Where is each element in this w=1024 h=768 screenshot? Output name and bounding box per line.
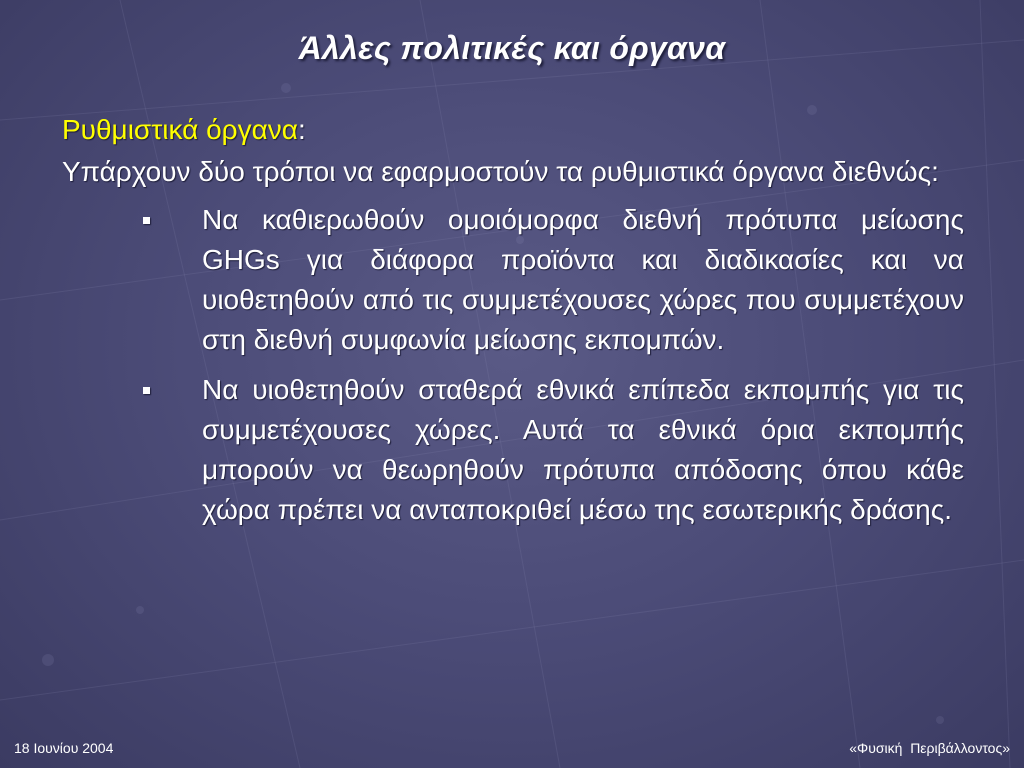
- slide-title: Άλλες πολιτικές και όργανα: [298, 30, 726, 66]
- square-bullet-icon: [143, 217, 150, 224]
- square-bullet-icon: [143, 387, 150, 394]
- intro-paragraph: Υπάρχουν δύο τρόποι να εφαρμοστούν τα ρυθμιστικά όργανα διεθνώς:: [62, 156, 939, 187]
- section-heading-text: Ρυθμιστικά όργανα: [62, 114, 298, 145]
- bullet-text: Να καθιερωθούν ομοιόμορφα διεθνή πρότυπα μείωσης GHGs για διάφορα προϊόντα και διαδικασίες και να υιοθετηθούν από τις συμμετέχουσες χώρες που συμμετέχουν στη διεθνή συμφωνία μείωσης εκπομπών.: [202, 204, 964, 355]
- footer-date: 18 Ιουνίου 2004: [14, 740, 114, 756]
- footer-course: «Φυσική Περιβάλλοντος»: [849, 740, 1010, 756]
- slide-content: [62, 110, 964, 540]
- bullet-item: [202, 200, 964, 360]
- bullet-text: Να υιοθετηθούν σταθερά εθνικά επίπεδα εκπομπής για τις συμμετέχουσες χώρες. Αυτά τα εθνικά όρια εκπομπής μπορούν να θεωρηθούν πρότυπα απόδοσης όπου κάθε χώρα πρέπει να ανταποκριθεί μέσω της εσωτερικής δράσης.: [202, 374, 964, 525]
- bullet-list: [62, 200, 964, 530]
- section-heading-colon: :: [297, 114, 306, 145]
- bullet-item: [202, 370, 964, 530]
- section-heading: [62, 110, 964, 150]
